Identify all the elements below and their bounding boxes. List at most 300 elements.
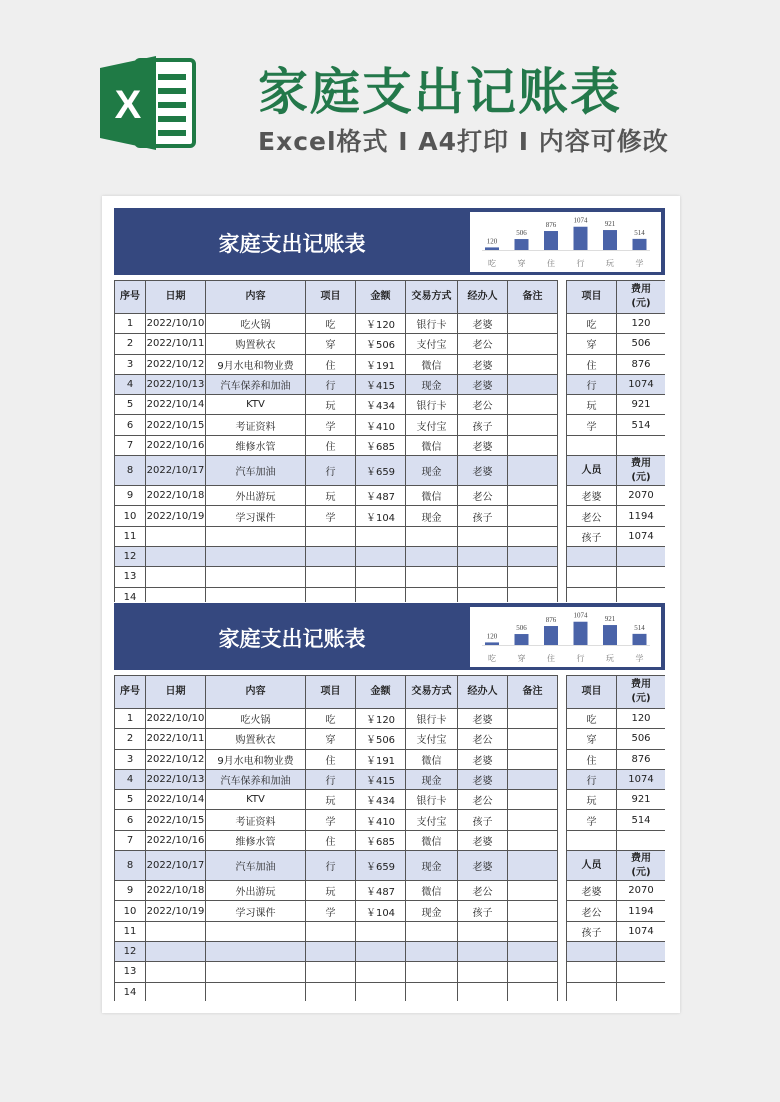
summary-cell[interactable] xyxy=(617,941,666,961)
table-cell[interactable] xyxy=(508,395,558,415)
table-cell[interactable]: 微信 xyxy=(406,486,458,506)
table-cell[interactable]: 老公 xyxy=(458,334,508,354)
table-cell[interactable]: 2022/10/14 xyxy=(146,790,206,810)
table-cell[interactable] xyxy=(508,506,558,526)
summary-cell[interactable] xyxy=(617,546,666,566)
table-cell[interactable] xyxy=(306,587,356,602)
summary-cell[interactable]: 孩子 xyxy=(567,526,617,546)
table-cell[interactable] xyxy=(508,982,558,1001)
table-cell[interactable]: 2022/10/18 xyxy=(146,486,206,506)
table-cell[interactable] xyxy=(306,526,356,546)
summary-cell[interactable] xyxy=(567,587,617,602)
summary-cell[interactable] xyxy=(617,587,666,602)
table-cell[interactable]: 汽车保养和加油 xyxy=(206,374,306,394)
table-cell[interactable]: ￥104 xyxy=(356,506,406,526)
table-cell[interactable] xyxy=(356,526,406,546)
table-cell[interactable] xyxy=(146,982,206,1001)
table-cell[interactable]: 现金 xyxy=(406,851,458,881)
table-cell[interactable] xyxy=(458,567,508,587)
table-cell[interactable]: 2 xyxy=(115,729,146,749)
table-cell[interactable]: 银行卡 xyxy=(406,314,458,334)
table-cell[interactable] xyxy=(508,769,558,789)
table-cell[interactable]: 考证资料 xyxy=(206,415,306,435)
summary-cell[interactable]: 老婆 xyxy=(567,486,617,506)
table-cell[interactable] xyxy=(508,962,558,982)
table-cell[interactable]: 2 xyxy=(115,334,146,354)
table-cell[interactable]: 吃火锅 xyxy=(206,709,306,729)
table-cell[interactable]: 住 xyxy=(306,830,356,850)
table-cell[interactable]: 9月水电和物业费 xyxy=(206,749,306,769)
table-cell[interactable]: 老婆 xyxy=(458,314,508,334)
summary-cell[interactable]: 1194 xyxy=(617,506,666,526)
table-cell[interactable]: 2022/10/12 xyxy=(146,749,206,769)
table-cell[interactable]: 老婆 xyxy=(458,354,508,374)
table-cell[interactable]: 12 xyxy=(115,546,146,566)
summary-cell[interactable] xyxy=(567,546,617,566)
summary-cell[interactable]: 住 xyxy=(567,354,617,374)
table-cell[interactable]: 8 xyxy=(115,851,146,881)
summary-cell[interactable]: 2070 xyxy=(617,881,666,901)
table-cell[interactable]: 2022/10/11 xyxy=(146,334,206,354)
table-cell[interactable]: 支付宝 xyxy=(406,415,458,435)
table-cell[interactable]: ￥659 xyxy=(356,456,406,486)
summary-cell[interactable]: 1194 xyxy=(617,901,666,921)
table-cell[interactable]: 行 xyxy=(306,374,356,394)
summary-cell[interactable] xyxy=(567,982,617,1001)
summary-cell[interactable] xyxy=(617,435,666,455)
table-cell[interactable] xyxy=(406,941,458,961)
table-cell[interactable] xyxy=(146,587,206,602)
summary-cell[interactable] xyxy=(617,962,666,982)
table-cell[interactable]: 银行卡 xyxy=(406,790,458,810)
summary-cell[interactable]: 老公 xyxy=(567,901,617,921)
table-cell[interactable] xyxy=(356,921,406,941)
column-gap xyxy=(558,281,567,314)
summary-cell[interactable] xyxy=(617,830,666,850)
table-cell[interactable]: 支付宝 xyxy=(406,810,458,830)
table-cell[interactable] xyxy=(306,921,356,941)
table-cell[interactable]: 13 xyxy=(115,567,146,587)
summary-cell[interactable]: 1074 xyxy=(617,374,666,394)
table-cell[interactable] xyxy=(406,921,458,941)
table-cell[interactable] xyxy=(508,354,558,374)
summary-cell[interactable]: 1074 xyxy=(617,769,666,789)
table-cell[interactable] xyxy=(406,526,458,546)
table-cell[interactable] xyxy=(306,941,356,961)
summary-cell[interactable]: 1074 xyxy=(617,921,666,941)
summary-cell[interactable]: 876 xyxy=(617,354,666,374)
table-cell[interactable]: 行 xyxy=(306,769,356,789)
table-cell[interactable]: 3 xyxy=(115,749,146,769)
table-cell[interactable]: ￥191 xyxy=(356,354,406,374)
table-cell[interactable] xyxy=(306,982,356,1001)
table-cell[interactable] xyxy=(508,546,558,566)
table-cell[interactable] xyxy=(206,982,306,1001)
table-cell[interactable] xyxy=(508,709,558,729)
table-cell[interactable]: 10 xyxy=(115,901,146,921)
summary-cell[interactable]: 孩子 xyxy=(567,921,617,941)
table-cell[interactable]: 汽车加油 xyxy=(206,456,306,486)
table-cell[interactable]: ￥659 xyxy=(356,851,406,881)
table-cell[interactable]: 7 xyxy=(115,830,146,850)
table-cell[interactable]: 吃火锅 xyxy=(206,314,306,334)
table-cell[interactable]: ￥410 xyxy=(356,810,406,830)
table-cell[interactable]: 汽车保养和加油 xyxy=(206,769,306,789)
table-cell[interactable]: 13 xyxy=(115,962,146,982)
table-row xyxy=(115,526,666,546)
table-cell[interactable] xyxy=(508,790,558,810)
table-cell[interactable] xyxy=(306,567,356,587)
summary-cell[interactable]: 120 xyxy=(617,709,666,729)
table-cell[interactable] xyxy=(206,941,306,961)
table-cell[interactable]: 吃 xyxy=(306,314,356,334)
table-cell[interactable] xyxy=(508,526,558,546)
table-cell[interactable] xyxy=(146,941,206,961)
table-cell[interactable]: 2022/10/15 xyxy=(146,415,206,435)
table-cell[interactable]: 维修水管 xyxy=(206,830,306,850)
table-cell[interactable]: 11 xyxy=(115,921,146,941)
table-cell[interactable]: ￥685 xyxy=(356,435,406,455)
table-cell[interactable]: 老婆 xyxy=(458,769,508,789)
table-cell[interactable]: KTV xyxy=(206,790,306,810)
chart-bar xyxy=(603,625,617,645)
table-cell[interactable] xyxy=(356,982,406,1001)
table-cell[interactable]: 微信 xyxy=(406,435,458,455)
summary-cell[interactable] xyxy=(617,567,666,587)
table-cell[interactable]: ￥506 xyxy=(356,729,406,749)
summary-cell[interactable]: 1074 xyxy=(617,526,666,546)
table-cell[interactable]: 孩子 xyxy=(458,415,508,435)
table-cell[interactable]: 微信 xyxy=(406,749,458,769)
table-cell[interactable]: 老公 xyxy=(458,729,508,749)
summary-cell[interactable]: 921 xyxy=(617,790,666,810)
table-cell[interactable]: 12 xyxy=(115,941,146,961)
table-cell[interactable]: 老婆 xyxy=(458,374,508,394)
table-cell[interactable]: 穿 xyxy=(306,334,356,354)
table-cell[interactable] xyxy=(146,567,206,587)
table-cell[interactable] xyxy=(146,526,206,546)
table-cell[interactable] xyxy=(356,567,406,587)
table-cell[interactable]: 老婆 xyxy=(458,435,508,455)
table-cell[interactable] xyxy=(206,546,306,566)
table-cell[interactable]: ￥415 xyxy=(356,769,406,789)
column-gap xyxy=(558,709,567,729)
table-cell[interactable]: 2022/10/17 xyxy=(146,851,206,881)
table-cell[interactable]: 老公 xyxy=(458,395,508,415)
table-cell[interactable]: ￥487 xyxy=(356,881,406,901)
table-cell[interactable]: ￥685 xyxy=(356,830,406,850)
summary-cell[interactable]: 876 xyxy=(617,749,666,769)
summary-cell[interactable]: 老公 xyxy=(567,506,617,526)
summary-cell[interactable]: 120 xyxy=(617,314,666,334)
summary-cell[interactable]: 2070 xyxy=(617,486,666,506)
table-cell[interactable]: 银行卡 xyxy=(406,709,458,729)
table-cell[interactable]: 1 xyxy=(115,314,146,334)
table-cell[interactable]: 孩子 xyxy=(458,810,508,830)
table-cell[interactable]: ￥415 xyxy=(356,374,406,394)
table-cell[interactable] xyxy=(508,921,558,941)
table-cell[interactable]: 2022/10/13 xyxy=(146,769,206,789)
table-cell[interactable] xyxy=(306,962,356,982)
table-cell[interactable]: 2022/10/17 xyxy=(146,456,206,486)
table-cell[interactable]: 学 xyxy=(306,810,356,830)
table-cell[interactable]: 微信 xyxy=(406,881,458,901)
summary-cell[interactable]: 住 xyxy=(567,749,617,769)
table-cell[interactable]: 现金 xyxy=(406,506,458,526)
table-cell[interactable] xyxy=(508,415,558,435)
table-cell[interactable]: ￥487 xyxy=(356,486,406,506)
summary-cell[interactable] xyxy=(567,941,617,961)
table-cell[interactable]: 1 xyxy=(115,709,146,729)
summary-cell[interactable]: 穿 xyxy=(567,729,617,749)
table-cell[interactable]: 3 xyxy=(115,354,146,374)
table-cell[interactable] xyxy=(508,749,558,769)
table-cell[interactable]: KTV xyxy=(206,395,306,415)
table-cell[interactable]: 11 xyxy=(115,526,146,546)
table-cell[interactable] xyxy=(508,729,558,749)
table-cell[interactable]: 2022/10/18 xyxy=(146,881,206,901)
chart-bar xyxy=(515,239,529,250)
table-cell[interactable] xyxy=(458,546,508,566)
table-cell[interactable]: 购置秋衣 xyxy=(206,729,306,749)
table-cell[interactable]: 2022/10/16 xyxy=(146,830,206,850)
table-cell[interactable]: ￥104 xyxy=(356,901,406,921)
table-cell[interactable]: 玩 xyxy=(306,486,356,506)
table-row xyxy=(115,769,666,789)
summary-cell[interactable]: 学 xyxy=(567,810,617,830)
table-cell[interactable]: ￥191 xyxy=(356,749,406,769)
table-cell[interactable]: 6 xyxy=(115,415,146,435)
table-cell[interactable]: 玩 xyxy=(306,881,356,901)
table-cell[interactable]: 现金 xyxy=(406,374,458,394)
table-row xyxy=(115,901,666,921)
table-cell[interactable]: 6 xyxy=(115,810,146,830)
table-cell[interactable]: 2022/10/15 xyxy=(146,810,206,830)
summary-cell[interactable] xyxy=(567,962,617,982)
table-cell[interactable]: 老公 xyxy=(458,881,508,901)
table-cell[interactable]: 学 xyxy=(306,901,356,921)
table-row xyxy=(115,790,666,810)
table-cell[interactable]: ￥410 xyxy=(356,415,406,435)
table-cell[interactable] xyxy=(508,435,558,455)
table-cell[interactable]: 学习课件 xyxy=(206,901,306,921)
summary-cell[interactable]: 穿 xyxy=(567,334,617,354)
table-cell[interactable]: 9月水电和物业费 xyxy=(206,354,306,374)
table-cell[interactable]: ￥120 xyxy=(356,709,406,729)
table-cell[interactable]: 玩 xyxy=(306,790,356,810)
summary-cell[interactable]: 921 xyxy=(617,395,666,415)
table-cell[interactable]: 住 xyxy=(306,354,356,374)
summary-cell[interactable]: 玩 xyxy=(567,395,617,415)
table-cell[interactable] xyxy=(508,881,558,901)
table-cell[interactable]: 支付宝 xyxy=(406,729,458,749)
column-header: 序号 xyxy=(115,281,146,314)
table-cell[interactable]: 8 xyxy=(115,456,146,486)
summary-cell[interactable]: 行 xyxy=(567,769,617,789)
summary-cell[interactable] xyxy=(617,982,666,1001)
table-cell[interactable] xyxy=(508,314,558,334)
column-header: 交易方式 xyxy=(406,676,458,709)
summary-cell[interactable] xyxy=(567,435,617,455)
table-cell[interactable] xyxy=(406,962,458,982)
table-cell[interactable] xyxy=(406,567,458,587)
summary-cell[interactable]: 506 xyxy=(617,334,666,354)
table-cell[interactable]: 孩子 xyxy=(458,901,508,921)
table-cell[interactable] xyxy=(508,374,558,394)
table-cell[interactable]: 2022/10/13 xyxy=(146,374,206,394)
chart-category-label: 学 xyxy=(635,259,644,268)
table-cell[interactable] xyxy=(356,962,406,982)
table-cell[interactable] xyxy=(508,901,558,921)
table-cell[interactable]: 老公 xyxy=(458,790,508,810)
table-cell[interactable] xyxy=(508,587,558,602)
table-cell[interactable]: 购置秋衣 xyxy=(206,334,306,354)
table-cell[interactable]: 7 xyxy=(115,435,146,455)
table-cell[interactable]: 学习课件 xyxy=(206,506,306,526)
table-cell[interactable] xyxy=(458,526,508,546)
table-cell[interactable] xyxy=(356,546,406,566)
table-cell[interactable]: ￥120 xyxy=(356,314,406,334)
table-cell[interactable] xyxy=(458,587,508,602)
table-cell[interactable]: 2022/10/11 xyxy=(146,729,206,749)
table-cell[interactable]: 现金 xyxy=(406,769,458,789)
table-cell[interactable] xyxy=(508,851,558,881)
column-gap xyxy=(558,676,567,709)
chart-category-label: 玩 xyxy=(606,259,614,268)
table-cell[interactable]: 吃 xyxy=(306,709,356,729)
table-cell[interactable] xyxy=(508,456,558,486)
table-cell[interactable]: 行 xyxy=(306,456,356,486)
table-cell[interactable]: 汽车加油 xyxy=(206,851,306,881)
table-cell[interactable]: 9 xyxy=(115,486,146,506)
table-cell[interactable] xyxy=(458,921,508,941)
column-gap xyxy=(558,749,567,769)
table-cell[interactable] xyxy=(206,567,306,587)
table-cell[interactable] xyxy=(508,486,558,506)
table-cell[interactable] xyxy=(508,810,558,830)
side-column-header xyxy=(567,676,617,709)
table-cell[interactable]: 微信 xyxy=(406,830,458,850)
table-cell[interactable]: 孩子 xyxy=(458,506,508,526)
summary-cell[interactable]: 老婆 xyxy=(567,881,617,901)
people-header-text: 费用 (元) xyxy=(631,852,651,878)
summary-cell[interactable]: 吃 xyxy=(567,314,617,334)
table-cell[interactable]: 2022/10/19 xyxy=(146,506,206,526)
table-cell[interactable]: 5 xyxy=(115,790,146,810)
table-cell[interactable] xyxy=(306,546,356,566)
summary-cell[interactable]: 学 xyxy=(567,415,617,435)
table-cell[interactable] xyxy=(146,546,206,566)
table-cell[interactable] xyxy=(406,982,458,1001)
table-cell[interactable] xyxy=(406,587,458,602)
table-cell[interactable]: 10 xyxy=(115,506,146,526)
table-cell[interactable]: 外出游玩 xyxy=(206,486,306,506)
table-cell[interactable] xyxy=(206,526,306,546)
table-cell[interactable]: 住 xyxy=(306,749,356,769)
table-cell[interactable] xyxy=(508,830,558,850)
table-cell[interactable]: 2022/10/10 xyxy=(146,314,206,334)
table-row xyxy=(115,851,666,881)
table-cell[interactable]: 现金 xyxy=(406,456,458,486)
table-cell[interactable]: 老婆 xyxy=(458,749,508,769)
summary-cell[interactable]: 行 xyxy=(567,374,617,394)
table-row xyxy=(115,810,666,830)
table-cell[interactable]: 现金 xyxy=(406,901,458,921)
table-cell[interactable]: 玩 xyxy=(306,395,356,415)
summary-cell[interactable] xyxy=(567,567,617,587)
summary-cell[interactable] xyxy=(567,830,617,850)
table-cell[interactable]: 2022/10/16 xyxy=(146,435,206,455)
table-cell[interactable]: 9 xyxy=(115,881,146,901)
chart-category-label: 住 xyxy=(547,259,555,268)
table-cell[interactable]: 考证资料 xyxy=(206,810,306,830)
table-cell[interactable]: ￥434 xyxy=(356,395,406,415)
table-cell[interactable] xyxy=(146,962,206,982)
table-cell[interactable]: 老婆 xyxy=(458,709,508,729)
table-cell[interactable] xyxy=(508,334,558,354)
excel-logo-icon xyxy=(100,56,198,150)
table-cell[interactable]: 支付宝 xyxy=(406,334,458,354)
table-cell[interactable]: 14 xyxy=(115,982,146,1001)
table-cell[interactable]: 学 xyxy=(306,415,356,435)
table-cell[interactable] xyxy=(206,587,306,602)
table-cell[interactable]: ￥506 xyxy=(356,334,406,354)
column-gap xyxy=(558,830,567,850)
table-cell[interactable] xyxy=(206,962,306,982)
table-cell[interactable] xyxy=(206,921,306,941)
table-cell[interactable]: 2022/10/12 xyxy=(146,354,206,374)
table-cell[interactable] xyxy=(406,546,458,566)
table-cell[interactable] xyxy=(356,587,406,602)
table-cell[interactable] xyxy=(508,567,558,587)
table-cell[interactable]: 学 xyxy=(306,506,356,526)
table-cell[interactable] xyxy=(508,941,558,961)
table-cell[interactable]: 老婆 xyxy=(458,830,508,850)
summary-cell[interactable]: 514 xyxy=(617,415,666,435)
summary-cell[interactable]: 514 xyxy=(617,810,666,830)
table-cell[interactable]: 老公 xyxy=(458,486,508,506)
table-cell[interactable]: 行 xyxy=(306,851,356,881)
table-cell[interactable]: 外出游玩 xyxy=(206,881,306,901)
table-cell[interactable]: 5 xyxy=(115,395,146,415)
table-cell[interactable] xyxy=(458,982,508,1001)
table-cell[interactable]: 老婆 xyxy=(458,851,508,881)
table-cell[interactable]: 微信 xyxy=(406,354,458,374)
table-cell[interactable]: 维修水管 xyxy=(206,435,306,455)
table-cell[interactable] xyxy=(458,941,508,961)
table-cell[interactable]: 2022/10/19 xyxy=(146,901,206,921)
table-cell[interactable]: 4 xyxy=(115,374,146,394)
table-cell[interactable]: ￥434 xyxy=(356,790,406,810)
table-cell[interactable] xyxy=(146,921,206,941)
summary-cell[interactable]: 玩 xyxy=(567,790,617,810)
table-cell[interactable]: 穿 xyxy=(306,729,356,749)
table-cell[interactable]: 14 xyxy=(115,587,146,602)
table-cell[interactable]: 住 xyxy=(306,435,356,455)
table-row xyxy=(115,982,666,1001)
summary-cell[interactable]: 吃 xyxy=(567,709,617,729)
table-cell[interactable] xyxy=(356,941,406,961)
table-cell[interactable]: 银行卡 xyxy=(406,395,458,415)
table-cell[interactable]: 2022/10/10 xyxy=(146,709,206,729)
table-cell[interactable] xyxy=(458,962,508,982)
people-header xyxy=(567,456,617,486)
table-cell[interactable]: 4 xyxy=(115,769,146,789)
table-cell[interactable]: 老婆 xyxy=(458,456,508,486)
sheet-title: 家庭支出记账表 xyxy=(218,232,366,256)
table-cell[interactable]: 2022/10/14 xyxy=(146,395,206,415)
summary-cell[interactable]: 506 xyxy=(617,729,666,749)
